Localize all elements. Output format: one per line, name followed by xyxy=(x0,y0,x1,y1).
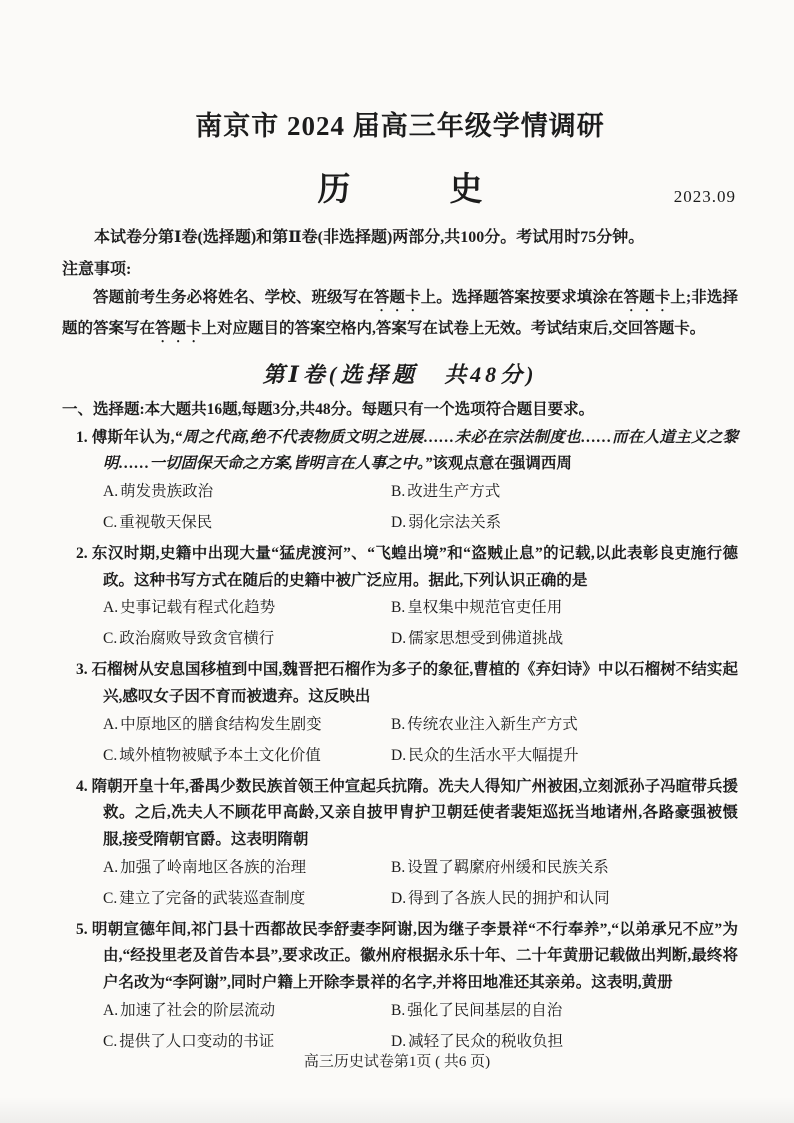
question-1-options xyxy=(76,480,738,535)
subject-title: 历 史 xyxy=(317,172,483,208)
question-4-option-c: C. 建立了完备的武装巡查制度 xyxy=(103,889,306,907)
question-2-stem xyxy=(76,541,738,594)
question-5-options xyxy=(76,999,738,1054)
question-5-option-d: D. 减轻了民众的税收负担 xyxy=(391,1032,564,1050)
question-4-option-d: D. 得到了各族人民的拥护和认同 xyxy=(391,889,610,907)
question-3-number: 3. xyxy=(76,661,88,679)
question-3-options xyxy=(76,713,738,768)
question-2-option-b: B. 皇权集中规范官吏任用 xyxy=(391,599,563,617)
question-5-option-c: C. 提供了人口变动的书证 xyxy=(103,1032,275,1050)
page-footer: 高三历史试卷第1页 ( 共6 页) xyxy=(303,1054,491,1070)
notice-emphasis-2: 答题卡 xyxy=(623,288,671,306)
question-5-option-b: B. 强化了民间基层的自治 xyxy=(391,1001,563,1019)
exam-title: 南京市 2024 届高三年级学情调研 xyxy=(195,111,605,141)
question-3-option-b: B. 传统农业注入新生产方式 xyxy=(391,715,578,733)
question-1-stem-tail: 该观点意在强调西周 xyxy=(432,455,572,473)
question-1-number: 1. xyxy=(76,428,88,446)
question-1-stem-quote: “周之代商,绝不代表物质文明之进展……未必在宗法制度也……而在人道主义之黎明……一切固保天命之方案,皆明言在人事之中。” xyxy=(103,428,738,473)
question-5 xyxy=(76,917,738,1054)
notice-title: 注意事项: xyxy=(62,260,132,278)
question-1-option-b: B. 改进生产方式 xyxy=(391,482,501,500)
question-4-stem xyxy=(76,774,738,854)
question-2-option-d: D. 儒家思想受到佛道挑战 xyxy=(391,630,564,648)
exam-info: 本试卷分第Ⅰ卷(选择题)和第Ⅱ卷(非选择题)两部分,共100分。考试用时75分钟。 xyxy=(94,229,645,246)
question-1 xyxy=(76,425,738,535)
question-4-options xyxy=(76,856,738,911)
question-2-number: 2. xyxy=(76,544,88,562)
question-2-option-c: C. 政治腐败导致贪官横行 xyxy=(103,630,275,648)
question-1-stem-lead: 傅斯年认为, xyxy=(91,428,175,446)
question-1-option-c: C. 重视敬天保民 xyxy=(103,513,213,531)
notice-seg1: 答题前考生务必将姓名、学校、班级写在 xyxy=(93,288,374,306)
question-3-stem-text: 石榴树从安息国移植到中国,魏晋把石榴作为多子的象征,曹植的《弃妇诗》中以石榴树不结实起兴,感叹女子因不育而被遗弃。这反映出 xyxy=(91,661,738,705)
notice-seg2: 上。选择题答案按要求填涂在 xyxy=(420,288,624,306)
question-2-option-a: A. 史事记载有程式化趋势 xyxy=(103,599,276,617)
question-3-option-a: A. 中原地区的膳食结构发生剧变 xyxy=(103,715,322,733)
subject-row xyxy=(62,163,738,210)
section1-heading: 第Ⅰ卷(选择题 共48分) xyxy=(262,361,538,387)
question-2-options xyxy=(76,596,738,651)
question-3-stem xyxy=(76,657,738,710)
question-3-option-d: D. 民众的生活水平大幅提升 xyxy=(391,746,579,764)
question-5-number: 5. xyxy=(76,920,88,938)
question-4-option-b: B. 设置了羁縻府州缓和民族关系 xyxy=(391,858,609,876)
question-2-stem-text: 东汉时期,史籍中出现大量“猛虎渡河”、“飞蝗出境”和“盗贼止息”的记载,以此表彰良吏施行德政。这种书写方式在随后的史籍中被广泛应用。据此,下列认识正确的是 xyxy=(91,544,738,589)
section1-instruction: 一、选择题:本大题共16题,每题3分,共48分。每题只有一个选项符合题目要求。 xyxy=(62,400,595,418)
question-2 xyxy=(76,541,738,651)
notice-seg4: 上对应题目的答案空格内,答案写在试卷上无效。考试结束后,交回答题卡。 xyxy=(201,319,706,337)
question-1-stem xyxy=(76,425,738,478)
question-5-stem xyxy=(76,917,738,997)
question-1-option-d: D. 弱化宗法关系 xyxy=(391,513,502,531)
notice-body xyxy=(62,284,738,346)
question-4-stem-text: 隋朝开皇十年,番禺少数民族首领王仲宣起兵抗隋。冼夫人得知广州被困,立刻派孙子冯暄带兵援救。之后,冼夫人不顾花甲高龄,又亲自披甲胄护卫朝廷使者裴矩巡抚当地诸州,各路豪强被慑服,接受隋朝官爵。这表明隋朝 xyxy=(91,777,738,848)
question-4 xyxy=(76,774,738,911)
question-5-option-a: A. 加速了社会的阶层流动 xyxy=(103,1001,276,1019)
notice-emphasis-3: 答题卡 xyxy=(155,319,202,337)
exam-date: 2023.09 xyxy=(673,187,736,206)
question-4-option-a: A. 加强了岭南地区各族的治理 xyxy=(103,858,307,876)
notice-emphasis-1: 答题卡 xyxy=(373,288,421,306)
question-3-option-c: C. 域外植物被赋予本土文化价值 xyxy=(103,746,321,764)
question-3 xyxy=(76,657,738,767)
question-5-stem-text: 明朝宣德年间,祁门县十西都故民李舒妻李阿谢,因为继子李景祥“不行奉养”,“以弟承兄不应”为由,“经投里老及首告本县”,要求改正。徽州府根据永乐十年、二十年黄册记载做出判断,最终将户名改为“李阿谢”,同时户籍上开除李景祥的名字,并将田地准还其亲弟。这表明,黄册 xyxy=(91,920,739,991)
question-1-option-a: A. 萌发贵族政治 xyxy=(103,482,214,500)
question-4-number: 4. xyxy=(76,777,88,795)
notice-seg3: 上;非选择题的答案写在 xyxy=(62,288,738,337)
